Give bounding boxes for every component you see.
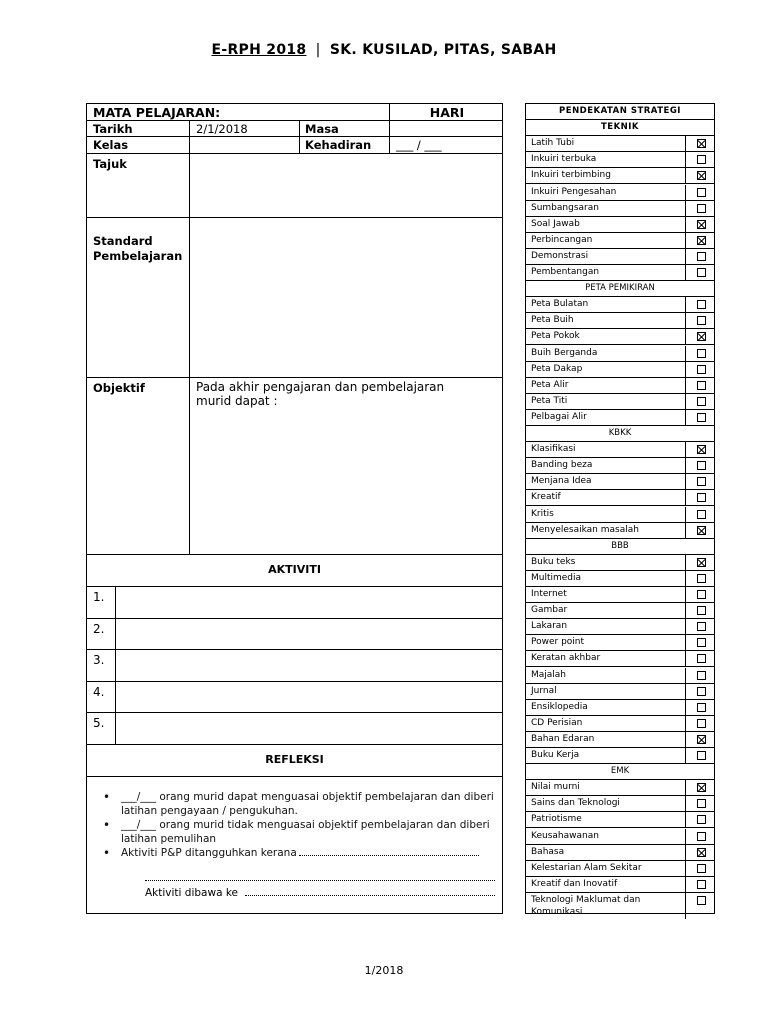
kbkk-item-label: Kritis xyxy=(531,508,554,519)
emk-item xyxy=(526,845,714,861)
side-heading-kbkk-text: KBKK xyxy=(608,428,632,438)
checkbox-cell xyxy=(685,748,716,763)
bbb-item-label: Lakaran xyxy=(531,621,568,632)
kbkk-item xyxy=(526,523,714,539)
emk-item xyxy=(526,893,714,919)
checkbox-cell xyxy=(685,877,716,892)
emk-item-label: Keusahawanan xyxy=(531,830,599,841)
empty-checkbox-icon[interactable] xyxy=(697,574,706,583)
aktiviti-heading: AKTIVITI xyxy=(87,555,502,587)
side-heading-peta xyxy=(526,281,714,297)
masa-label: Masa xyxy=(299,121,389,136)
emk-item xyxy=(526,780,714,796)
dibawa-field[interactable] xyxy=(245,895,495,896)
checkbox-cell xyxy=(685,168,716,183)
kehadiran-value[interactable]: ___ / ___ xyxy=(389,137,504,153)
peta-item-label: Peta Alir xyxy=(531,379,569,390)
tajuk-field[interactable] xyxy=(189,154,504,217)
aktiviti-number: 5. xyxy=(93,716,105,731)
side-heading-teknik xyxy=(526,120,714,136)
row-tarikh xyxy=(87,121,502,137)
kbkk-item-label: Kreatif xyxy=(531,492,561,503)
emk-item-label: Nilai murni xyxy=(531,782,580,793)
title-separator: | xyxy=(315,42,321,58)
empty-checkbox-icon[interactable] xyxy=(697,590,706,599)
kbkk-item xyxy=(526,507,714,523)
empty-checkbox-icon[interactable] xyxy=(697,815,706,824)
bbb-item-label: Majalah xyxy=(531,669,567,680)
empty-checkbox-icon[interactable] xyxy=(697,349,706,358)
checkbox-cell xyxy=(685,571,716,586)
checkbox-cell xyxy=(685,490,716,505)
standard-label-line2: Pembelajaran xyxy=(93,249,183,263)
objektif-text-2: murid dapat : xyxy=(196,394,278,408)
bbb-item xyxy=(526,635,714,651)
checkbox-cell xyxy=(685,329,716,344)
tarikh-label: Tarikh xyxy=(93,122,133,136)
emk-item-label: Teknologi Maklumat dan Komunikasi xyxy=(531,894,641,917)
bbb-item-label: Internet xyxy=(531,589,567,599)
teknik-item xyxy=(526,185,714,201)
checkbox-cell xyxy=(685,587,716,602)
empty-checkbox-icon[interactable] xyxy=(697,671,706,680)
checked-box-icon[interactable] xyxy=(697,848,706,857)
teknik-item xyxy=(526,136,714,152)
row-mata-pelajaran xyxy=(87,104,502,121)
aktiviti-row xyxy=(87,619,502,651)
kbkk-item-label: Menyelesaikan masalah xyxy=(531,524,639,535)
masa-value[interactable] xyxy=(389,121,504,136)
checkbox-cell xyxy=(685,233,716,248)
peta-item xyxy=(526,410,714,426)
tangguh-reason-field[interactable] xyxy=(299,855,479,856)
empty-checkbox-icon[interactable] xyxy=(697,477,706,486)
checkbox-cell xyxy=(685,812,716,827)
bbb-item-label: Buku Kerja xyxy=(531,750,580,760)
kbkk-item xyxy=(526,442,714,458)
side-heading-bbb-text: BBB xyxy=(611,540,629,551)
aktiviti-number: 2. xyxy=(93,621,105,636)
checkbox-cell xyxy=(685,410,716,425)
empty-checkbox-icon[interactable] xyxy=(697,510,706,519)
kelas-label: Kelas xyxy=(93,138,129,152)
empty-checkbox-icon[interactable] xyxy=(697,832,706,841)
empty-checkbox-icon[interactable] xyxy=(697,204,706,213)
checked-box-icon[interactable] xyxy=(697,139,706,148)
empty-checkbox-icon[interactable] xyxy=(697,397,706,406)
checkbox-cell xyxy=(685,346,716,361)
emk-item-label: Kreatif dan Inovatif xyxy=(531,878,618,889)
empty-checkbox-icon[interactable] xyxy=(697,155,706,164)
peta-item-label: Peta Bulatan xyxy=(531,299,589,310)
refleksi-list xyxy=(87,790,502,860)
bbb-item xyxy=(526,732,714,748)
side-heading-pendekatan-text: PENDEKATAN STRATEGI xyxy=(559,106,681,116)
aktiviti-row xyxy=(87,682,502,714)
refleksi-item-2 xyxy=(87,818,502,846)
empty-checkbox-icon[interactable] xyxy=(697,413,706,422)
teknik-item-label: Sumbangsaran xyxy=(531,202,599,213)
checkbox-cell xyxy=(685,523,716,538)
peta-item xyxy=(526,378,714,394)
checkbox-cell xyxy=(685,619,716,634)
peta-item xyxy=(526,297,714,313)
bbb-item xyxy=(526,748,714,764)
checked-box-icon[interactable] xyxy=(697,220,706,229)
peta-item xyxy=(526,346,714,362)
checkbox-cell xyxy=(685,732,716,747)
objektif-label: Objektif xyxy=(93,381,145,395)
bbb-item-label: Buku teks xyxy=(531,556,576,567)
refleksi-item-3-text: Aktiviti P&P ditangguhkan kerana xyxy=(121,847,297,859)
emk-item xyxy=(526,877,714,893)
checkbox-cell xyxy=(685,217,716,232)
side-heading-peta-text: PETA PEMIKIRAN xyxy=(585,283,655,294)
aktiviti-row xyxy=(87,650,502,682)
side-heading-emk-text: EMK xyxy=(610,766,630,777)
bbb-item xyxy=(526,668,714,684)
aktiviti-field[interactable] xyxy=(115,587,504,618)
strategy-checklist xyxy=(525,103,715,917)
peta-item-label: Peta Dakap xyxy=(531,363,583,374)
side-heading-kbkk xyxy=(526,426,714,442)
document-title xyxy=(0,42,768,58)
aktiviti-row xyxy=(87,587,502,619)
dibawa-line-extra xyxy=(145,866,495,885)
kbkk-item xyxy=(526,490,714,506)
dibawa-label: Aktiviti dibawa ke xyxy=(145,887,239,899)
peta-item-label: Pelbagai Alir xyxy=(531,411,587,422)
bbb-item-label: Jurnal xyxy=(531,685,557,696)
bbb-item-label: Gambar xyxy=(531,605,568,616)
checkbox-cell xyxy=(685,780,716,795)
emk-item xyxy=(526,861,714,877)
aktiviti-field[interactable] xyxy=(115,650,504,681)
checkbox-cell xyxy=(685,297,716,312)
checkbox-cell xyxy=(685,893,716,919)
tajuk-label: Tajuk xyxy=(93,157,127,171)
bbb-item-label: Multimedia xyxy=(531,572,582,583)
empty-checkbox-icon[interactable] xyxy=(697,461,706,470)
peta-item-label: Peta Pokok xyxy=(531,331,580,342)
checkbox-cell xyxy=(685,185,716,200)
standard-label-line1: Standard xyxy=(93,234,153,248)
aktiviti-number: 4. xyxy=(93,684,105,699)
kelas-value[interactable] xyxy=(189,137,299,153)
bbb-item xyxy=(526,555,714,571)
checkbox-cell xyxy=(685,152,716,167)
bbb-item-label: Bahan Edaran xyxy=(531,733,595,744)
checkbox-cell xyxy=(685,668,716,683)
bbb-item xyxy=(526,684,714,700)
objektif-text-1: Pada akhir pengajaran dan pembelajaran xyxy=(196,380,445,394)
kbkk-item xyxy=(526,458,714,474)
checkbox-cell xyxy=(685,458,716,473)
checkbox-cell xyxy=(685,796,716,811)
empty-checkbox-icon[interactable] xyxy=(697,365,706,374)
checkbox-cell xyxy=(685,555,716,570)
checked-box-icon[interactable] xyxy=(697,526,706,535)
empty-checkbox-icon[interactable] xyxy=(697,252,706,261)
side-heading-emk xyxy=(526,764,714,780)
kbkk-item-label: Menjana Idea xyxy=(531,476,592,487)
empty-checkbox-icon[interactable] xyxy=(697,622,706,631)
aktiviti-field[interactable] xyxy=(115,619,504,650)
teknik-item-label: Inkuiri Pengesahan xyxy=(531,186,617,197)
teknik-item-label: Pembentangan xyxy=(531,267,600,277)
checkbox-cell xyxy=(685,313,716,328)
bbb-item-label: Keratan akhbar xyxy=(531,653,601,664)
teknik-item xyxy=(526,265,714,281)
teknik-item xyxy=(526,217,714,233)
empty-checkbox-icon[interactable] xyxy=(697,703,706,712)
checkbox-cell xyxy=(685,603,716,618)
emk-item-label: Patriotisme xyxy=(531,814,582,825)
checked-box-icon[interactable] xyxy=(697,171,706,180)
refleksi-item-3 xyxy=(87,846,502,860)
aktiviti-number: 3. xyxy=(93,653,105,668)
bbb-item xyxy=(526,700,714,716)
kehadiran-label: Kehadiran xyxy=(299,137,389,153)
page-number: 1/2018 xyxy=(364,964,404,977)
refleksi-item-1-text: ___/___ orang murid dapat menguasai objektif pembelajaran dan diberi latihan pengayaan / pengukuhan. xyxy=(121,791,494,817)
teknik-item-label: Perbincangan xyxy=(531,234,593,245)
dibawa-row xyxy=(145,887,502,899)
teknik-item-label: Demonstrasi xyxy=(531,250,589,261)
bbb-item-label: Ensiklopedia xyxy=(531,701,588,712)
teknik-item xyxy=(526,152,714,168)
checkbox-cell xyxy=(685,265,716,280)
bbb-item xyxy=(526,619,714,635)
empty-checkbox-icon[interactable] xyxy=(697,751,706,760)
aktiviti-field[interactable] xyxy=(115,682,504,713)
checked-box-icon[interactable] xyxy=(697,332,706,341)
empty-checkbox-icon[interactable] xyxy=(697,188,706,197)
checked-box-icon[interactable] xyxy=(697,735,706,744)
title-right: SK. KUSILAD, PITAS, SABAH xyxy=(329,42,557,58)
row-objektif xyxy=(87,378,502,555)
refleksi-heading: REFLEKSI xyxy=(87,745,502,777)
emk-item-label: Kelestarian Alam Sekitar xyxy=(531,862,642,873)
teknik-item-label: Inkuiri terbimbing xyxy=(531,170,611,181)
peta-item-label: Peta Titi xyxy=(531,395,568,406)
peta-item-label: Peta Buih xyxy=(531,315,574,326)
teknik-item xyxy=(526,168,714,184)
objektif-field[interactable] xyxy=(189,378,504,554)
checkbox-cell xyxy=(685,635,716,650)
row-kelas xyxy=(87,137,502,154)
checkbox-cell xyxy=(685,394,716,409)
empty-checkbox-icon[interactable] xyxy=(697,381,706,390)
checkbox-cell xyxy=(685,442,716,457)
checkbox-cell xyxy=(685,201,716,216)
peta-item xyxy=(526,329,714,345)
teknik-item-label: Soal Jawab xyxy=(531,218,580,229)
checkbox-cell xyxy=(685,136,716,151)
emk-item-label: Bahasa xyxy=(531,846,565,857)
bbb-item xyxy=(526,603,714,619)
teknik-item-label: Inkuiri terbuka xyxy=(531,154,597,165)
empty-checkbox-icon[interactable] xyxy=(697,268,706,277)
empty-checkbox-icon[interactable] xyxy=(697,880,706,889)
peta-item xyxy=(526,313,714,329)
empty-checkbox-icon[interactable] xyxy=(697,606,706,615)
checkbox-cell xyxy=(685,507,716,522)
bbb-item xyxy=(526,716,714,732)
refleksi-body xyxy=(87,777,502,913)
side-heading-pendekatan xyxy=(526,104,714,120)
side-heading-teknik-text: TEKNIK xyxy=(600,122,640,133)
kbkk-item-label: Banding beza xyxy=(531,460,593,471)
checkbox-cell xyxy=(685,700,716,715)
checked-box-icon[interactable] xyxy=(697,558,706,567)
refleksi-item-2-text: ___/___ orang murid tidak menguasai objektif pembelajaran dan diberi latihan pemulihan xyxy=(121,819,490,845)
tangguh-reason-field-2[interactable] xyxy=(145,873,495,881)
checkbox-cell xyxy=(685,378,716,393)
checkbox-cell xyxy=(685,474,716,489)
teknik-item xyxy=(526,201,714,217)
empty-checkbox-icon[interactable] xyxy=(697,864,706,873)
checkbox-cell xyxy=(685,716,716,731)
empty-checkbox-icon[interactable] xyxy=(697,493,706,502)
empty-checkbox-icon[interactable] xyxy=(697,719,706,728)
kbkk-item-label: Klasifikasi xyxy=(531,444,576,455)
tarikh-value[interactable]: 2/1/2018 xyxy=(189,121,299,136)
lesson-plan-table xyxy=(86,103,503,914)
bbb-item-label: CD Perisian xyxy=(531,717,583,728)
emk-item xyxy=(526,812,714,828)
row-tajuk xyxy=(87,154,502,218)
bbb-item xyxy=(526,587,714,603)
emk-item-label: Sains dan Teknologi xyxy=(531,798,620,809)
checked-box-icon[interactable] xyxy=(697,445,706,454)
bbb-item xyxy=(526,651,714,667)
refleksi-item-1 xyxy=(87,790,502,818)
peta-item xyxy=(526,362,714,378)
emk-item xyxy=(526,829,714,845)
checked-box-icon[interactable] xyxy=(697,236,706,245)
empty-checkbox-icon[interactable] xyxy=(697,638,706,647)
standard-label xyxy=(87,234,189,393)
checked-box-icon[interactable] xyxy=(697,783,706,792)
row-standard xyxy=(87,218,502,378)
emk-item xyxy=(526,796,714,812)
checkbox-cell xyxy=(685,829,716,844)
empty-checkbox-icon[interactable] xyxy=(697,316,706,325)
empty-checkbox-icon[interactable] xyxy=(697,896,706,905)
peta-item-label: Buih Berganda xyxy=(531,347,598,358)
title-left: E-RPH 2018 xyxy=(211,42,307,58)
aktiviti-number: 1. xyxy=(93,590,105,604)
teknik-item-label: Latih Tubi xyxy=(531,138,575,149)
checkbox-cell xyxy=(685,362,716,377)
aktiviti-row xyxy=(87,713,502,745)
checkbox-cell xyxy=(685,861,716,876)
bbb-item-label: Power point xyxy=(531,637,585,648)
checkbox-cell xyxy=(685,845,716,860)
aktiviti-field[interactable] xyxy=(115,713,504,744)
mata-pelajaran-label: MATA PELAJARAN: xyxy=(93,105,221,120)
checkbox-cell xyxy=(685,684,716,699)
side-heading-bbb xyxy=(526,539,714,555)
empty-checkbox-icon[interactable] xyxy=(697,654,706,663)
bbb-item xyxy=(526,571,714,587)
empty-checkbox-icon[interactable] xyxy=(697,799,706,808)
teknik-item xyxy=(526,249,714,265)
peta-item xyxy=(526,394,714,410)
teknik-item xyxy=(526,233,714,249)
empty-checkbox-icon[interactable] xyxy=(697,300,706,309)
checkbox-cell xyxy=(685,249,716,264)
hari-label: HARI xyxy=(389,104,504,120)
standard-field[interactable] xyxy=(189,218,504,377)
kbkk-item xyxy=(526,474,714,490)
empty-checkbox-icon[interactable] xyxy=(697,687,706,696)
checkbox-cell xyxy=(685,651,716,666)
